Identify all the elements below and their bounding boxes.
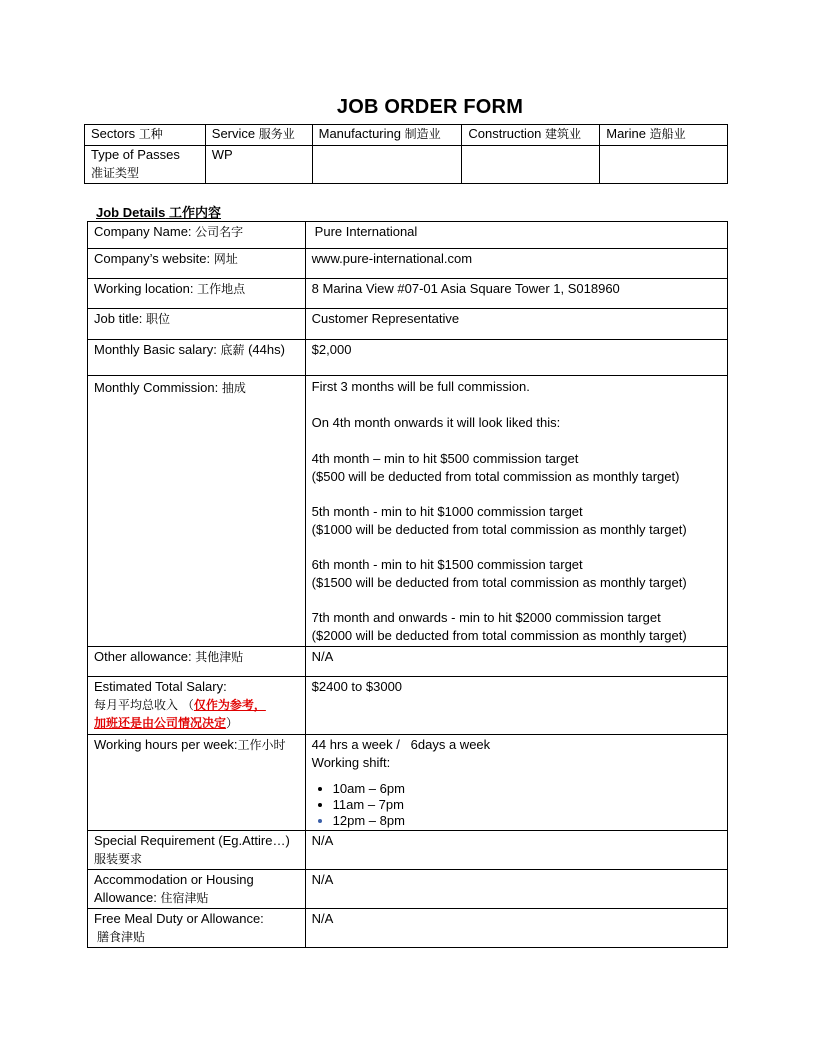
manufacturing-cell [312, 125, 462, 146]
basic-salary-row [88, 340, 728, 376]
location-value: 8 Marina View #07-01 Asia Square Tower 1, S018960 [305, 279, 727, 309]
marine-pass-cell [600, 146, 728, 184]
website-label-cell [88, 249, 306, 279]
company-name-label-cell [88, 222, 306, 249]
commission-label-cn: 抽成 [221, 381, 246, 395]
commission-label-cell [88, 376, 306, 647]
total-salary-open-paren: （ [181, 698, 194, 712]
service-pass-cell: WP [205, 146, 312, 184]
accommodation-label: Accommodation or Housing [94, 872, 254, 887]
basic-salary-label-suffix: (44hs) [248, 342, 285, 357]
job-details-heading-cn: 工作内容 [168, 205, 221, 220]
working-hours-value-cell [305, 735, 727, 831]
website-row [88, 249, 728, 279]
accommodation-label-cell [88, 870, 306, 909]
basic-salary-label: Monthly Basic salary: [94, 342, 217, 357]
other-allowance-value: N/A [305, 647, 727, 677]
pass-type-label: Type of Passes [91, 147, 180, 162]
other-allowance-label: Other allowance: [94, 649, 192, 664]
total-salary-red-note-2: 加班还是由公司情况决定 [94, 716, 227, 730]
form-title: JOB ORDER FORM [336, 96, 524, 118]
special-requirement-label: Special Requirement (Eg.Attire…) [94, 833, 290, 848]
construction-pass-cell [462, 146, 600, 184]
website-label: Company’s website: [94, 251, 211, 266]
working-hours-line-1: 44 hrs a week / 6days a week [311, 737, 491, 752]
company-name-label: Company Name: [94, 224, 192, 239]
commission-month7-line-2: ($2000 will be deducted from total commission as monthly target) [311, 628, 687, 643]
other-allowance-label-cell [88, 647, 306, 677]
total-salary-note-line2 [94, 714, 299, 732]
pass-type-row [85, 146, 728, 184]
basic-salary-value: $2,000 [305, 340, 727, 376]
construction-label-cn: 建筑业 [545, 127, 582, 141]
commission-month6-line-2: ($1500 will be deducted from total commission as monthly target) [311, 575, 687, 590]
accommodation-label-line2 [94, 889, 299, 907]
total-salary-label-cell [88, 677, 306, 735]
shift-item: • 11am – 7pm [333, 797, 721, 813]
commission-month4-line-2: ($500 will be deducted from total commission as monthly target) [311, 469, 680, 484]
location-label: Working location: [94, 281, 194, 296]
company-name-row [88, 222, 728, 249]
commission-month5-line-2: ($1000 will be deducted from total commission as monthly target) [311, 522, 687, 537]
working-hours-label: Working hours per week: [94, 737, 238, 752]
commission-value-cell [305, 376, 727, 647]
sectors-row [85, 125, 728, 146]
total-salary-row [88, 677, 728, 735]
shift-list [312, 781, 721, 829]
commission-month4-line-1: 4th month – min to hit $500 commission target [311, 451, 579, 466]
meal-label: Free Meal Duty or Allowance: [94, 911, 264, 926]
special-requirement-label-cn: 服装要求 [94, 852, 143, 866]
commission-month7-line-1: 7th month and onwards - min to hit $2000 commission target [311, 610, 661, 625]
other-allowance-label-cn: 其他津贴 [195, 650, 244, 664]
accommodation-value: N/A [305, 870, 727, 909]
service-cell [205, 125, 312, 146]
total-salary-note [94, 696, 299, 714]
basic-salary-label-cell [88, 340, 306, 376]
commission-label: Monthly Commission: [94, 380, 219, 395]
accommodation-label-cn: 住宿津贴 [160, 891, 209, 905]
total-salary-red-note-1: 仅作为参考， [193, 698, 266, 712]
shift-item: • 10am – 6pm [333, 781, 721, 797]
special-requirement-value: N/A [305, 831, 727, 870]
location-label-cn: 工作地点 [197, 282, 246, 296]
company-name-label-cn: 公司名字 [195, 225, 244, 239]
special-requirement-row [88, 831, 728, 870]
other-allowance-row [88, 647, 728, 677]
accommodation-row [88, 870, 728, 909]
accommodation-label-2: Allowance: [94, 890, 157, 905]
manufacturing-label-cn: 制造业 [404, 127, 441, 141]
job-title-label: Job title: [94, 311, 143, 326]
website-value: www.pure-international.com [305, 249, 727, 279]
job-details-heading-en: Job Details [96, 205, 166, 220]
meal-label-cn: 膳食津贴 [97, 930, 146, 944]
pass-type-label-cn: 准证类型 [91, 166, 140, 180]
marine-cell [600, 125, 728, 146]
location-label-cell [88, 279, 306, 309]
total-salary-label-cn: 每月平均总收入 [94, 698, 179, 712]
commission-line-1: First 3 months will be full commission. [311, 379, 530, 394]
location-row [88, 279, 728, 309]
marine-label-cn: 造船业 [649, 127, 686, 141]
website-label-cn: 网址 [213, 252, 238, 266]
commission-row [88, 376, 728, 647]
sectors-label-cn: 工种 [138, 127, 163, 141]
job-details-table [87, 221, 728, 948]
sectors-label: Sectors [91, 126, 136, 141]
manufacturing-pass-cell [312, 146, 462, 184]
job-details-heading [96, 202, 221, 221]
meal-row [88, 909, 728, 948]
job-title-row [88, 309, 728, 340]
working-hours-label-cell [88, 735, 306, 831]
meal-label-cell [88, 909, 306, 948]
manufacturing-label: Manufacturing [318, 126, 401, 141]
special-requirement-label-cell [88, 831, 306, 870]
service-label: Service [211, 126, 256, 141]
job-title-value: Customer Representative [305, 309, 727, 340]
working-hours-row [88, 735, 728, 831]
sectors-label-cell [85, 125, 206, 146]
meal-value: N/A [305, 909, 727, 948]
job-title-label-cn: 职位 [146, 312, 171, 326]
commission-month6-line-1: 6th month - min to hit $1500 commission target [311, 557, 583, 572]
working-hours-label-cn: 工作小时 [237, 738, 286, 752]
total-salary-value: $2400 to $3000 [305, 677, 727, 735]
commission-month5-line-1: 5th month - min to hit $1000 commission target [311, 504, 583, 519]
commission-line-2: On 4th month onwards it will look liked this: [311, 415, 561, 430]
marine-label: Marine [606, 126, 646, 141]
pass-type-label-cell [85, 146, 206, 184]
working-hours-line-2: Working shift: [311, 755, 391, 770]
shift-item: • 12pm – 8pm [333, 813, 721, 829]
total-salary-close-paren: ） [226, 716, 239, 730]
sectors-table [84, 124, 728, 184]
basic-salary-label-cn: 底薪 [220, 343, 245, 357]
construction-cell [462, 125, 600, 146]
construction-label: Construction [468, 126, 542, 141]
service-label-cn: 服务业 [258, 127, 295, 141]
company-name-value: Pure International [305, 222, 727, 249]
job-title-label-cell [88, 309, 306, 340]
total-salary-label: Estimated Total Salary: [94, 679, 227, 694]
